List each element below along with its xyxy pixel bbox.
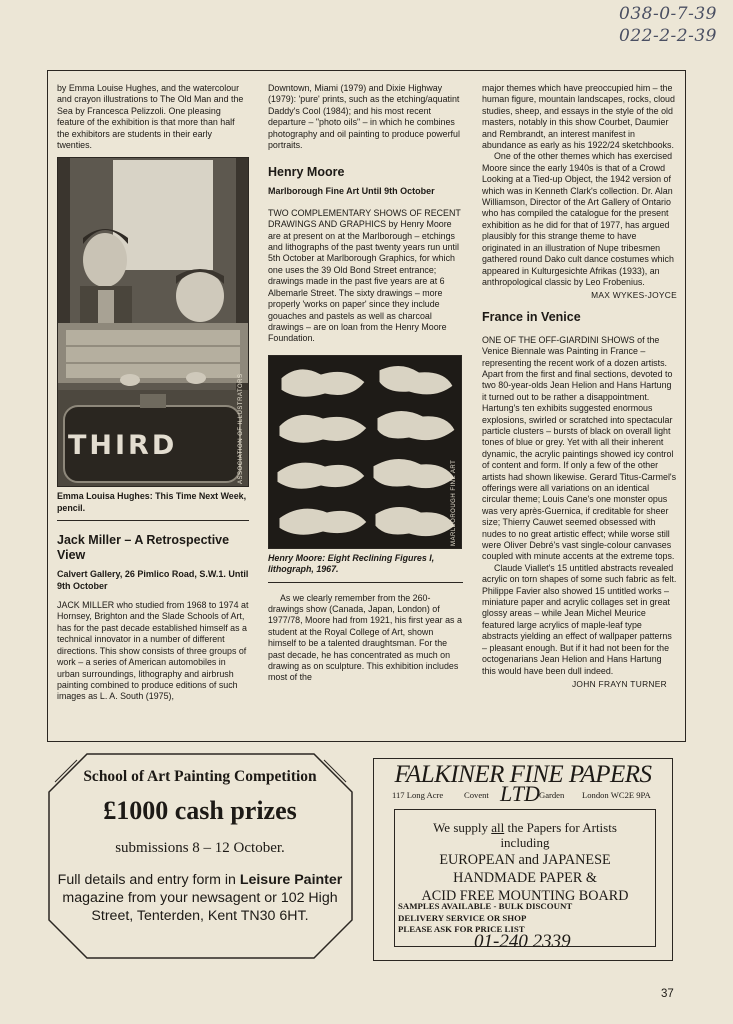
ad-prize: £1000 cash prizes (103, 796, 297, 825)
ad-line: EUROPEAN and JAPANESE (439, 852, 611, 868)
article-venue: Marlborough Fine Art Until 9th October (268, 186, 435, 197)
ad-line: HANDMADE PAPER & (453, 870, 597, 886)
details-text: Full details and entry form in (57, 872, 240, 888)
ad-line (395, 820, 655, 835)
ad-ltd: LTD (500, 781, 540, 806)
ad-content (53, 766, 347, 925)
ad-painting-competition (47, 752, 354, 960)
ad-phone: 01-240 2339 (474, 931, 571, 952)
col1-intro: by Emma Louise Hughes, and the watercolour and crayon illustrations to The Old Man and the Sea by Francesca Pelizzoli. One pleasing feature of the exhibition is that more than half the exhibitors are students in their early twenties. (57, 83, 244, 151)
handwritten-note-1: 038-0-7-39 (619, 4, 717, 24)
caption-text: Emma Louisa Hughes: This Time Next Week, pencil. (57, 491, 247, 513)
divider (57, 520, 249, 521)
line-text: the Papers for Artists (504, 820, 617, 835)
ad-dates: submissions 8 – 12 October. (115, 840, 285, 856)
address-street: 117 Long Acre (392, 790, 444, 800)
ad-title: School of Art Painting Competition (83, 768, 317, 785)
col3-para-3: ONE OF THE OFF-GIARDINI SHOWS of the Venice Biennale was Painting in France – representing the recent work of a dozen artists. Apart from the first and final sections, devoted to two 80-year-olds Jean Helion and Hans Hartung it turned out to be rather a disappointment. Hartung's ten exhibits suggested enormous explosions, swirled or scratched into spectacular particle clusters – bursts of black on overall light tones of blue or grey. Yet with all their inherent dynamic, the acrylic paintings showed icy control of content and form. If only a few of the other artists had shown likewise. Gerard Titus-Carmel's offerings were all variations on an identical circular theme; Louis Cane's one monster opus was very après-Guernica, if creditable for sheer size; Thierry Cauwet seemed obsessed with nudes to no great artistic effect; while worse still were Oliver Debré's vast single-colour canvases coupled with minute accents at the extreme tops. (482, 334, 677, 562)
address-postcode: London WC2E 9PA (582, 790, 651, 800)
author-signature: MAX WYKES-JOYCE (591, 290, 677, 301)
ad-company-name: FALKINER FINE PAPERS (394, 761, 652, 788)
article-frame (47, 70, 686, 742)
small-line: SAMPLES AVAILABLE - BULK DISCOUNT (398, 901, 573, 911)
address-garden: Garden (539, 790, 565, 800)
article-heading-henry-moore: Henry Moore (268, 165, 345, 180)
small-line: PLEASE ASK FOR PRICE LIST (398, 924, 525, 934)
col2-intro: Downtown, Miami (1979) and Dixie Highway (1979): 'pure' prints, such as the etching/aquatint Daddy's Cool (1984); and his most recent departure – "photo oils" – in which he combines photography and oil painting to produce powerful portraits. (268, 83, 460, 151)
ad-details (53, 871, 347, 925)
ad-falkiner-fine-papers (373, 758, 673, 961)
col3-para-2: One of the other themes which has exercised Moore since the early 1940s is that of a Crowd Looking at a Tied-up Object, the 1942 version of which was in Kenneth Clark's collection. Dr. Alan Williamson, Director of the Art Gallery of Ontario who has compiled the catalogue for the present exhibition as he did for that of 1977, has argued plausibly for this strange theme to have originated in an illustration of Nupe tribesmen gathered round Dako cult dance costumes which appeared in Kulturgesichte Afrikas (1933), an anthropological classic by Leo Frobenius. (482, 151, 674, 287)
column-3 (482, 83, 677, 698)
line-text: We supply (433, 820, 492, 835)
photo-this-time-next-week (57, 157, 249, 487)
page-number: 37 (661, 988, 674, 1000)
ad-line: ACID FREE MOUNTING BOARD (421, 888, 629, 904)
address-covent: Covent (464, 790, 489, 800)
article-venue: Calvert Gallery, 26 Pimlico Road, S.W.1. Until 9th October (57, 569, 249, 591)
magazine-name: Leisure Painter (239, 872, 343, 888)
col3-para-4: Claude Viallet's 15 untitled abstracts revealed acrylic on torn shapes of some such fabric as felt. Philippe Favier also showed 15 untitled works – miniature paper and acrylic collages set in great glossy areas – while Jean Michel Meurice featured large acrylics of maple-leaf type abstracts yielding an effect of wallpaper patterns – pleasant enough. But if it had not been for the octogenarians Jean Helion and Hans Hartung this would have been dull indeed. (482, 562, 677, 676)
author-signature: JOHN FRAYN TURNER (571, 678, 667, 689)
reclining-figures-lithograph (269, 356, 461, 548)
ad-line: including (500, 835, 550, 850)
line-emphasis: all (491, 820, 505, 835)
photo-sign-text: THIRD (68, 430, 178, 462)
handwritten-note-2: 022-2-2-39 (619, 26, 717, 46)
article-body: TWO COMPLEMENTARY SHOWS OF RECENT DRAWINGS AND GRAPHICS by Henry Moore are at present on at the Marlborough – etchings and lithographs of the past twenty years run until 5th October at Marlborough Graphics, for which one uses the 39 Old Bond Street entrance; drawings made in the past five years are at 6 Albemarle Street. The sixty drawings – more properly 'works on paper' since they include gouaches and pastels as well as charcoal drawings – are on loan from the Henry Moore Foundation. (268, 207, 461, 344)
photo-caption: Henry Moore: Eight Reclining Figures I, lithograph, 1967. (268, 552, 435, 575)
col3-para-1: major themes which have preoccupied him – the human figure, mountain landscapes, rocks, cloud studies, sheep, and essays in the style of the old masters, notably in this show Courbet, Daumier and Rembrandt, an interest manifest in abundance as early as his 1922/24 sketchbooks. (482, 83, 675, 151)
article-heading-jack-miller: Jack Miller – A Retrospective View (57, 533, 230, 563)
divider (268, 582, 463, 583)
photo-caption (57, 491, 249, 514)
column-2 (268, 83, 463, 690)
small-line: DELIVERY SERVICE OR SHOP (398, 912, 527, 923)
details-text: magazine from your newsagent or 102 High Street, Tenterden, Kent TN30 6HT. (62, 890, 338, 924)
article-heading-france-in-venice: France in Venice (482, 309, 581, 324)
article-body: JACK MILLER who studied from 1968 to 1974 at Hornsey, Brighton and the Slade Schools of Art, has for the past decade established himself as a technical innovator in a number of different directions. This show consists of three groups of work – a series of American automobiles in urban surroundings, lithography and airbrush painting combined to produce editions of such images as L. A. South (1975), (57, 600, 249, 702)
photo-credit: MARLBOROUGH FINE ART (451, 459, 457, 546)
article-body-continued: As we clearly remember from the 260-drawings show (Canada, Japan, London) of 1977/78, Moore had from 1921, his first year as a student at the Royal College of Art, shown himself to be a talented draughtsman. For the past decade, he has concentrated as much on drawing as on sculpture. This exhibition includes most of the (268, 592, 462, 683)
photo-reclining-figures (268, 355, 462, 549)
column-1 (57, 83, 249, 709)
photo-credit: ASSOCIATION OF ILLUSTRATORS (238, 373, 244, 485)
